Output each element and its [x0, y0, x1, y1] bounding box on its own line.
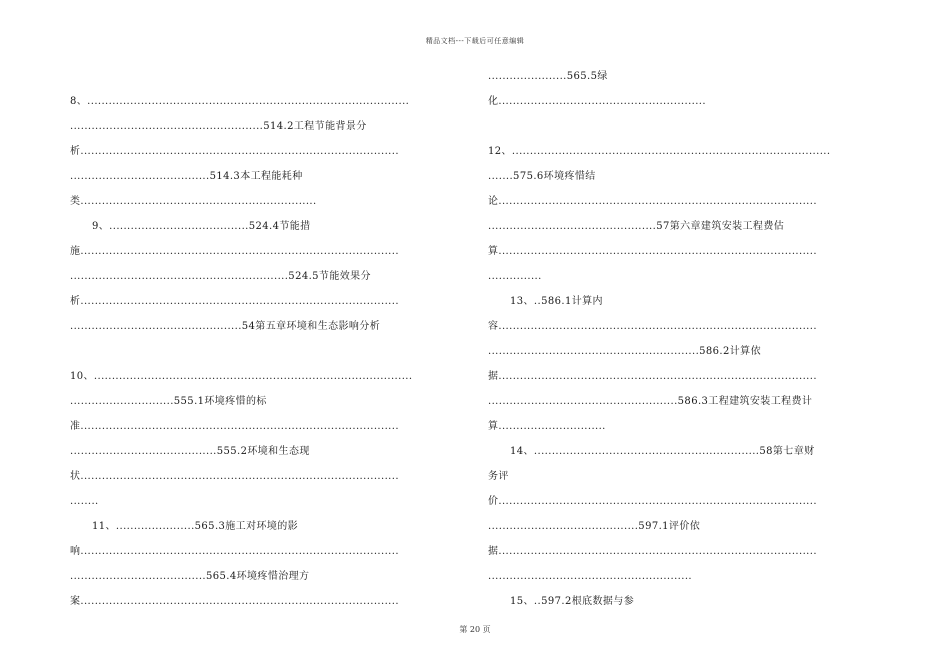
toc-line: .......................................514.3本工程能耗种 [70, 171, 303, 182]
toc-line: ............... [488, 271, 542, 282]
toc-line: ......................................565.4环境疼惜治理方 [70, 571, 310, 582]
toc-line: .............................555.1环境疼惜的标 [70, 396, 267, 407]
toc-line: 14、...............................................................58第七章财 [510, 446, 815, 457]
toc-line: 论......................................................................................... [488, 196, 817, 207]
toc-line: 据......................................................................................... [488, 371, 817, 382]
toc-line: 务评 [488, 471, 509, 482]
toc-line: 11、......................565.3施工对环境的影 [92, 521, 299, 532]
toc-line: .........................................555.2环境和生态现 [70, 446, 310, 457]
toc-line: .............................................................524.5节能效果分 [70, 271, 371, 282]
toc-line: 10、......................................................................................... [70, 371, 413, 382]
toc-line: 施......................................................................................... [70, 246, 399, 257]
toc-left-column [70, 64, 456, 614]
toc-line: ..........................................597.1评价依 [488, 521, 701, 532]
toc-line: 案......................................................................................... [70, 596, 399, 607]
toc-line: 8、.......................................................................................... [70, 96, 410, 107]
toc-line: ................................................54第五章环境和生态影响分析 [70, 321, 381, 332]
toc-line: 据......................................................................................... [488, 546, 817, 557]
toc-line: 算.............................. [488, 421, 606, 432]
toc-line: 类.................................................................. [70, 196, 317, 207]
toc-line: 析......................................................................................... [70, 146, 399, 157]
toc-line: ......................................................... [488, 571, 692, 582]
toc-line [70, 339, 456, 364]
toc-line: ......................................................514.2工程节能背景分 [70, 121, 367, 132]
toc-line: 12、......................................................................................... [488, 146, 831, 157]
toc-line: 准......................................................................................... [70, 421, 399, 432]
toc-line: 化.......................................................... [488, 96, 706, 107]
toc-line [488, 114, 874, 139]
toc-line: .......575.6环境疼惜结 [488, 171, 596, 182]
toc-line: 价......................................................................................... [488, 496, 817, 507]
toc-line: 状......................................................................................... [70, 471, 399, 482]
toc-line: .....................................................586.3工程建筑安装工程费计 [488, 396, 813, 407]
toc-line: ...........................................................586.2计算依 [488, 346, 761, 357]
toc-line: ...............................................57第六章建筑安装工程费估 [488, 221, 785, 232]
toc-line: 13、..586.1计算内 [510, 296, 603, 307]
toc-line: ......................565.5绿 [488, 71, 608, 82]
toc-line [70, 64, 456, 89]
toc-line: 9、.......................................524.4节能措 [92, 221, 311, 232]
page-footer: 第 20 页 [459, 625, 491, 634]
page-header: 精品文档---下载后可任意编辑 [425, 37, 525, 45]
toc-line: 析......................................................................................... [70, 296, 399, 307]
toc-line: ........ [70, 496, 99, 507]
toc-line: 容......................................................................................... [488, 321, 817, 332]
toc-line: 响......................................................................................... [70, 546, 399, 557]
toc-line: 15、..597.2根底数据与参 [510, 596, 635, 607]
toc-right-column [488, 64, 874, 614]
toc-line: 算......................................................................................... [488, 246, 817, 257]
